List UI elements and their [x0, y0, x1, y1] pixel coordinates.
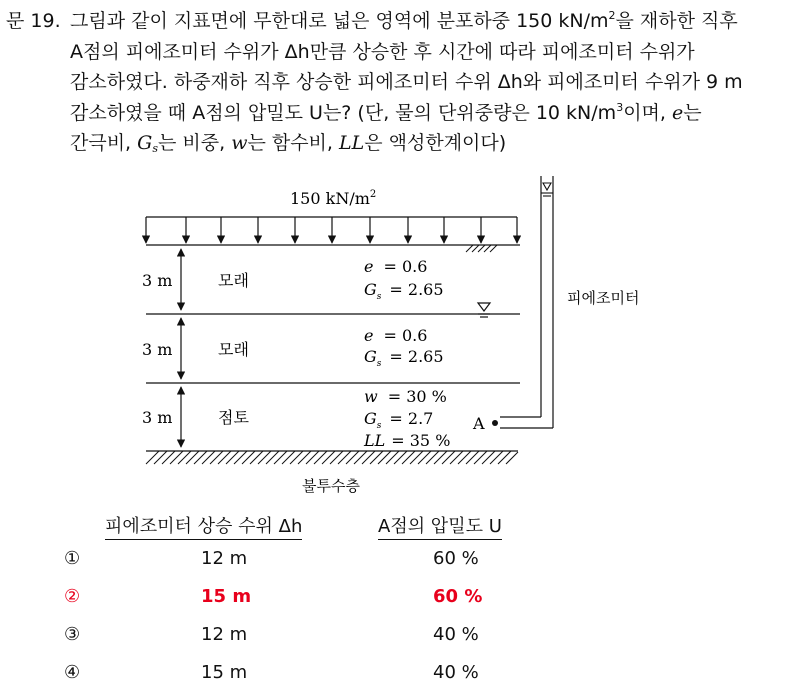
- impermeable-hatch: [146, 451, 518, 464]
- line4-mid: 이며,: [623, 101, 672, 124]
- layer3-w-value: = 30 %: [387, 387, 447, 406]
- option-2-u: 60 %: [433, 586, 483, 607]
- line2-text: A점의 피에조미터 수위가 Δh만큼 상승한 후 시간에 따라 피에조미터 수위가: [70, 40, 695, 63]
- option-2-mark: ②: [64, 586, 81, 607]
- option-3-mark: ③: [64, 624, 81, 645]
- load-label-sup: 2: [369, 189, 377, 200]
- layer3-G-symbol: G: [364, 409, 377, 428]
- option-1-u: 60 %: [433, 548, 479, 569]
- layer1-G-sub: s: [376, 292, 382, 302]
- question-number: 문 19.: [6, 10, 61, 32]
- load-label-text: 150 kN/m: [290, 189, 370, 208]
- header-piezometer-rise: 피에조미터 상승 수위 Δh: [105, 512, 302, 540]
- layer1-param1: [364, 257, 427, 276]
- option-2-dh: 15 m: [201, 586, 252, 607]
- line5-G-sub: s: [152, 142, 158, 155]
- line5-G-symbol: G: [137, 132, 153, 154]
- line3-text: 감소하였다. 하중재하 직후 상승한 피에조미터 수위 Δh와 피에조미터 수위가 9 m: [70, 71, 743, 93]
- point-a-dot: [492, 420, 498, 426]
- layer2-G-symbol: G: [364, 347, 377, 366]
- header-consolidation-degree: A점의 압밀도 U: [378, 512, 502, 540]
- layer3-LL-symbol: LL: [364, 431, 386, 450]
- layer2-param1: [364, 326, 427, 345]
- water-table-icon: [478, 303, 490, 317]
- layer3-G-sub: s: [376, 421, 382, 431]
- layer1-param2: [364, 280, 444, 302]
- line5-w-symbol: w: [231, 132, 248, 154]
- point-a-label: A: [473, 414, 485, 433]
- layer3-w-symbol: w: [364, 387, 378, 406]
- layer1-e-value: = 0.6: [383, 257, 428, 276]
- option-4[interactable]: [0, 662, 800, 692]
- layer2-thickness: 3 m: [142, 340, 173, 359]
- layer2-e-value: = 0.6: [383, 326, 428, 345]
- line5-LL-symbol: LL: [339, 132, 365, 154]
- piezometer-label: 피에조미터: [567, 289, 640, 307]
- option-3-u: 40 %: [433, 624, 479, 645]
- layer2-G-sub: s: [376, 359, 382, 369]
- layer1-G-symbol: G: [364, 280, 377, 299]
- layer2-G-value: = 2.65: [389, 347, 444, 366]
- layer3-param1: [364, 387, 447, 406]
- layer1-G-value: = 2.65: [389, 280, 444, 299]
- option-4-u: 40 %: [433, 662, 479, 683]
- ground-hatch-icon: [466, 245, 497, 252]
- option-3[interactable]: [0, 624, 800, 654]
- line4-e-symbol: e: [671, 101, 684, 124]
- load-label: [290, 189, 376, 208]
- line1-sup: 2: [608, 9, 616, 22]
- layer2-soil: 모래: [218, 340, 249, 359]
- piezometer-water-level-icon: [541, 183, 553, 196]
- line5-d: 은 액성한계이다): [364, 132, 507, 154]
- option-4-dh: 15 m: [201, 662, 248, 683]
- layer2-param2: [364, 347, 444, 369]
- option-3-dh: 12 m: [201, 624, 248, 645]
- line5-c: 는 함수비,: [247, 132, 339, 154]
- line4-after: 는: [683, 101, 702, 124]
- option-1-dh: 12 m: [201, 548, 248, 569]
- line4-sup: 3: [616, 100, 624, 114]
- layer3-thickness: 3 m: [142, 408, 173, 427]
- option-1[interactable]: [0, 548, 800, 578]
- layer3-soil: 점토: [218, 408, 249, 427]
- layer3-param3: [363, 431, 450, 450]
- line1-after: 을 재하한 직후: [615, 10, 738, 32]
- line5-b: 는 비중,: [158, 132, 232, 154]
- option-4-mark: ④: [64, 662, 81, 683]
- line1-before: 그림과 같이 지표면에 무한대로 넓은 영역에 분포하중 150 kN/m: [70, 10, 609, 32]
- layer1-soil: 모래: [218, 271, 249, 290]
- line5-a: 간극비,: [70, 132, 138, 154]
- impermeable-label: 불투수층: [302, 477, 360, 495]
- layer3-G-value: = 2.7: [389, 409, 434, 428]
- layer3-LL-value: = 35 %: [391, 431, 451, 450]
- piezometer-tube: [500, 176, 553, 428]
- distributed-load: [146, 217, 517, 243]
- option-1-mark: ①: [64, 548, 81, 569]
- layer1-e-symbol: e: [364, 257, 374, 276]
- layer2-e-symbol: e: [364, 326, 374, 345]
- layer3-param2: [364, 409, 433, 431]
- option-2[interactable]: [0, 586, 800, 616]
- layer1-thickness: 3 m: [142, 271, 173, 290]
- line4-before: 감소하였을 때 A점의 압밀도 U는? (단, 물의 단위중량은 10 kN/m: [70, 101, 617, 124]
